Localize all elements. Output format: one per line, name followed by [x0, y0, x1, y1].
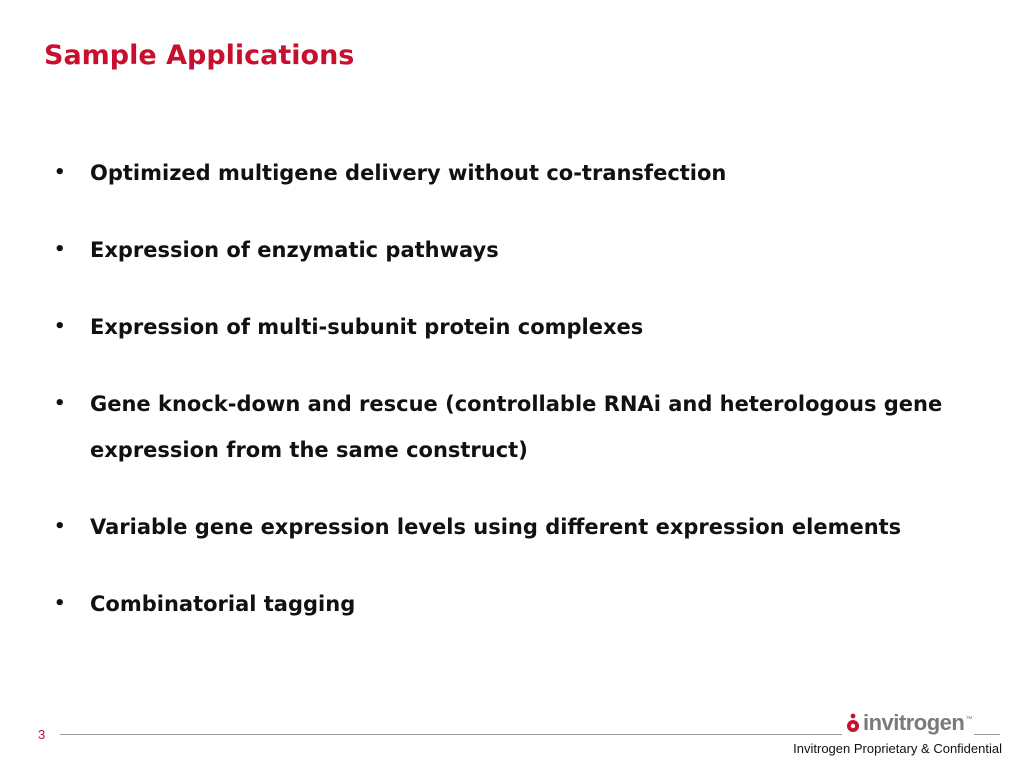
- invitrogen-logo: [846, 710, 972, 736]
- bullet-text: Expression of multi-subunit protein complexes: [90, 315, 644, 339]
- bullet-glyph: •: [54, 516, 66, 537]
- bullet-item: [50, 381, 980, 473]
- logo-wordmark: invitrogen: [863, 710, 965, 735]
- trademark-symbol: ™: [965, 716, 973, 723]
- bullet-glyph: •: [54, 393, 66, 414]
- bullet-item: [50, 581, 980, 627]
- slide-title: Sample Applications: [44, 40, 355, 71]
- bullet-glyph: •: [54, 162, 66, 183]
- page-number: 3: [38, 727, 46, 742]
- invitrogen-mark-icon: [846, 713, 860, 733]
- footer-divider-end: [974, 734, 1000, 735]
- bullet-glyph: •: [54, 316, 66, 337]
- confidentiality-notice: Invitrogen Proprietary & Confidential: [793, 741, 1002, 756]
- footer-divider: [60, 734, 842, 735]
- bullet-text: Gene knock-down and rescue (controllable RNAi and heterologous gene expression from the same construct): [90, 392, 943, 462]
- bullet-text: Variable gene expression levels using different expression elements: [90, 515, 902, 539]
- bullet-text: Optimized multigene delivery without co-transfection: [90, 161, 727, 185]
- bullet-list: [50, 150, 980, 658]
- bullet-item: [50, 304, 980, 350]
- bullet-glyph: •: [54, 593, 66, 614]
- bullet-item: [50, 504, 980, 550]
- bullet-item: [50, 150, 980, 196]
- bullet-text: Expression of enzymatic pathways: [90, 238, 499, 262]
- bullet-glyph: •: [54, 239, 66, 260]
- bullet-text: Combinatorial tagging: [90, 592, 356, 616]
- bullet-item: [50, 227, 980, 273]
